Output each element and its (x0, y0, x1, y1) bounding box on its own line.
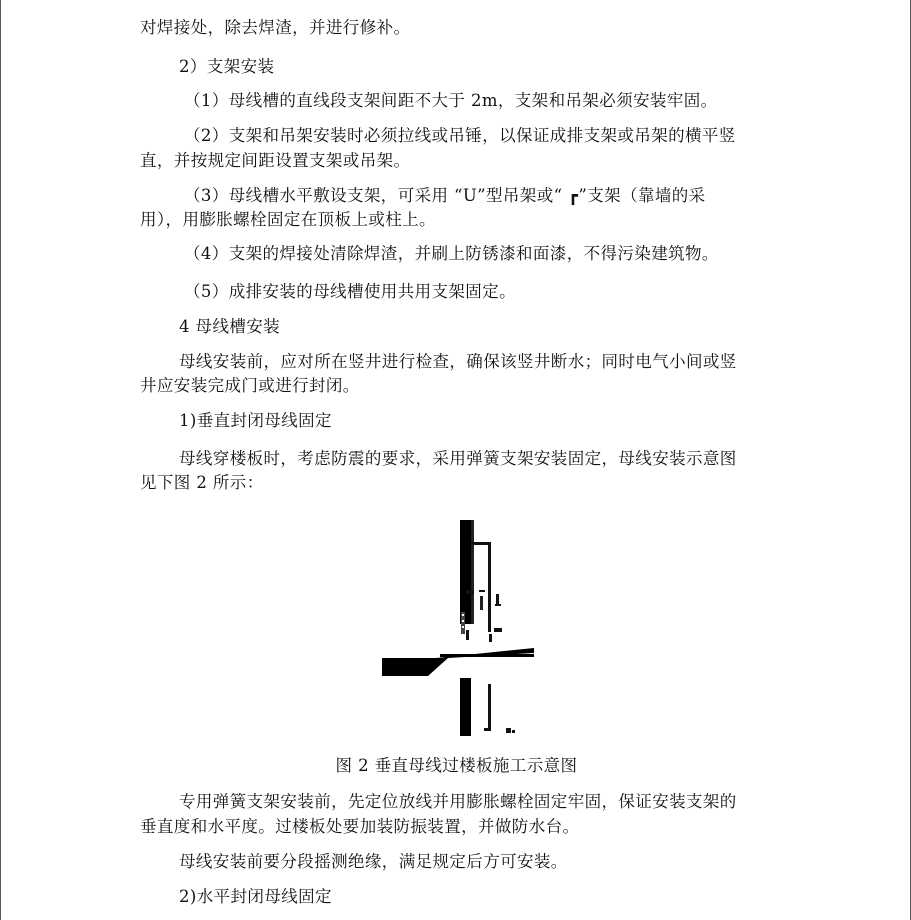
paragraph-line: 专用弹簧支架安装前，先定位放线并用膨胀螺栓固定牢固，保证安装支架的 (179, 792, 737, 811)
list-item-5: （5）成排安装的母线槽使用共用支架固定。 (184, 282, 516, 301)
paragraph-line: 对焊接处，除去焊渣，并进行修补。 (140, 18, 411, 37)
paragraph-line: 母线穿楼板时，考虑防震的要求，采用弹簧支架安装固定，母线安装示意图 (179, 449, 737, 468)
list-item-1: （1）母线槽的直线段支架间距不大于 2m，支架和吊架必须安装牢固。 (184, 91, 718, 110)
subheading-vertical-busbar: 1)垂直封闭母线固定 (179, 411, 332, 430)
vertical-busbar-through-floor-diagram (376, 516, 541, 744)
paragraph-line: 见下图 2 所示： (140, 473, 264, 492)
subheading-horizontal-busbar: 2)水平封闭母线固定 (179, 887, 332, 906)
section-heading-support-install: 2）支架安装 (179, 57, 275, 76)
list-item-4: （4）支架的焊接处清除焊渣，并刷上防锈漆和面漆，不得污染建筑物。 (184, 244, 719, 263)
paragraph-line: 井应安装完成门或进行封闭。 (140, 376, 360, 395)
paragraph-line: 母线安装前，应对所在竖井进行检查，确保该竖井断水；同时电气小间或竖 (179, 352, 737, 371)
section-heading-busbar-install: 4 母线槽安装 (179, 317, 281, 336)
list-item-3-line2: 用），用膨胀螺栓固定在顶板上或柱上。 (140, 210, 436, 229)
list-item-2-line1: （2）支架和吊架安装时必须拉线或吊锤，以保证成排支架或吊架的横平竖 (184, 126, 736, 145)
list-item-2-line2: 直，并按规定间距设置支架或吊架。 (140, 151, 411, 170)
paragraph-line: 母线安装前要分段摇测绝缘，满足规定后方可安装。 (179, 852, 568, 871)
list-item-3-line1: （3）母线槽水平敷设支架，可采用 “U”型吊架或“ ┏”支架（靠墙的采 (184, 186, 706, 205)
figure-caption: 图 2 垂直母线过楼板施工示意图 (335, 756, 578, 775)
paragraph-line: 垂直度和水平度。过楼板处要加装防振装置，并做防水台。 (140, 817, 580, 836)
